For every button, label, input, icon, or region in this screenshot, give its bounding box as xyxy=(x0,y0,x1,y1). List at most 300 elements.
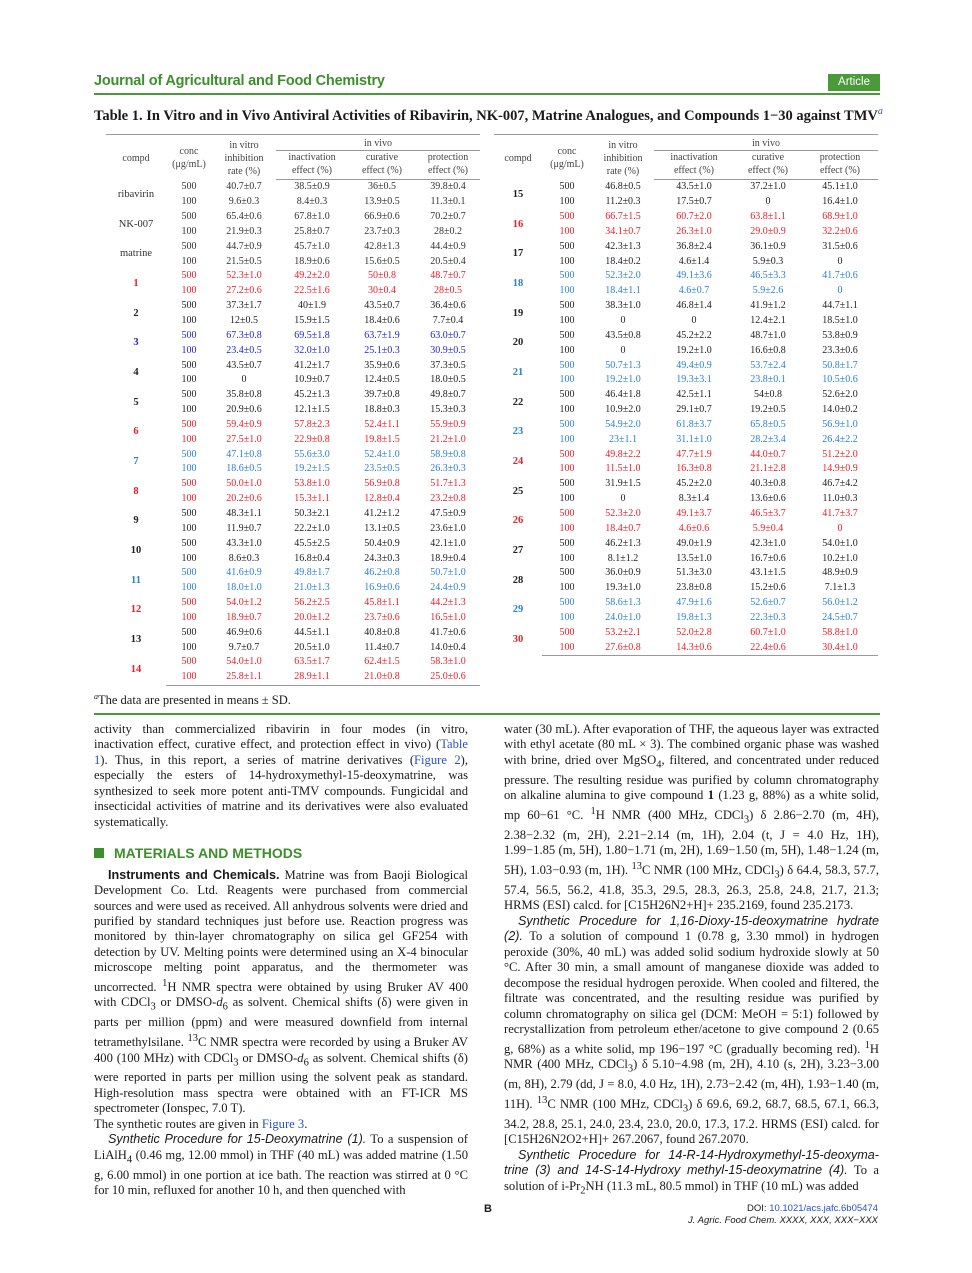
inactivation-cell: 28.9±1.1 xyxy=(276,670,348,685)
protection-cell: 18.9±0.4 xyxy=(430,552,466,564)
inactivation-cell: 63.5±1.7 xyxy=(294,656,330,668)
invitro-cell: 19.3±1.0 xyxy=(605,582,641,594)
invitro-cell: 8.6±0.3 xyxy=(228,552,260,564)
table-row xyxy=(494,284,878,299)
protection-cell: 36.4±0.6 xyxy=(430,300,466,312)
curative-cell: 46.2±0.8 xyxy=(364,567,400,579)
protection-cell: 39.8±0.4 xyxy=(430,181,466,193)
inactivation-cell: 49.0±1.9 xyxy=(676,537,712,549)
inactivation-cell: 16.8±0.4 xyxy=(294,552,330,564)
compound-label: 3 xyxy=(133,337,139,349)
curative-cell: 35.9±0.6 xyxy=(364,359,400,371)
conc-cell: 500 xyxy=(559,240,575,252)
inactivation-cell: 45.5±2.5 xyxy=(294,537,330,549)
conc-cell: 100 xyxy=(542,640,592,655)
invitro-cell: 50.0±1.0 xyxy=(226,478,262,490)
col-header-invitro: in vitro inhibition rate (%) xyxy=(592,135,654,180)
protection-cell: 18.5±1.0 xyxy=(822,315,858,327)
curative-cell: 39.7±0.8 xyxy=(364,389,400,401)
doi-link[interactable]: 10.1021/acs.jafc.6b05474 xyxy=(769,1203,878,1214)
curative-cell: 18.4±0.6 xyxy=(364,315,400,327)
inactivation-cell: 15.3±1.1 xyxy=(294,493,330,505)
compound-label: 5 xyxy=(133,396,139,408)
invitro-cell: 53.2±2.1 xyxy=(605,626,641,638)
curative-cell: 16.7±0.6 xyxy=(750,552,786,564)
curative-cell: 19.2±0.5 xyxy=(750,404,786,416)
doi-block: DOI: 10.1021/acs.jafc.6b05474 J. Agric. Food Chem. XXXX, XXX, XXX−XXX xyxy=(688,1203,878,1226)
conc-cell: 500 xyxy=(181,507,197,519)
protection-cell: 41.7±0.6 xyxy=(822,270,858,282)
conc-cell: 500 xyxy=(181,448,197,460)
conc-cell: 100 xyxy=(559,522,575,534)
table-row xyxy=(494,180,878,195)
invitro-cell: 0 xyxy=(620,344,626,356)
protection-cell: 42.1±1.0 xyxy=(430,537,466,549)
curative-cell: 23.5±0.5 xyxy=(364,463,400,475)
table-row xyxy=(494,403,878,418)
protection-cell: 28±0.2 xyxy=(434,225,462,237)
protection-cell: 54.0±1.0 xyxy=(822,537,858,549)
protection-cell: 58.9±0.8 xyxy=(430,448,466,460)
inactivation-cell: 4.6±0.6 xyxy=(678,522,710,534)
inactivation-cell: 47.9±1.6 xyxy=(676,597,712,609)
curative-cell: 12.4±0.5 xyxy=(364,374,400,386)
compound-label: 11 xyxy=(131,574,141,586)
compound-label: 21 xyxy=(512,366,524,378)
curative-cell: 36.1±0.9 xyxy=(750,240,786,252)
protection-cell: 30.9±0.5 xyxy=(430,344,466,356)
invitro-cell: 48.3±1.1 xyxy=(226,507,262,519)
table-row xyxy=(106,447,480,462)
compound-label: 25 xyxy=(512,485,524,497)
invitro-cell: 44.7±0.9 xyxy=(226,240,262,252)
compound-label: 1 xyxy=(133,277,139,289)
table-row xyxy=(494,418,878,433)
col-header-curative: curative effect (%) xyxy=(348,151,416,180)
curative-cell: 48.7±1.0 xyxy=(750,329,786,341)
protection-cell: 63.0±0.7 xyxy=(430,329,466,341)
col-header-curative: curative effect (%) xyxy=(734,151,802,180)
curative-cell: 53.7±2.4 xyxy=(750,359,786,371)
procedure-1-paragraph: Synthetic Procedure for 15-Deoxymatrine (1). To a suspension of LiAlH$_4$ (0.46 mg, 12.00 mmol) in THF (40 mL) was added matrine (1.50 g, 6.00 mmol) in one portion at ice bath. The reaction was stirred at 0 °C for 10 min, refluxed for another 10 h, and then quenched with xyxy=(94,1132,468,1198)
invitro-cell: 18.6±0.5 xyxy=(226,463,262,475)
curative-cell: 40.3±0.8 xyxy=(750,478,786,490)
curative-cell: 23.7±0.3 xyxy=(364,225,400,237)
protection-cell: 50.8±1.7 xyxy=(822,359,858,371)
results-table-left xyxy=(106,134,480,686)
invitro-cell: 52.3±1.0 xyxy=(226,270,262,282)
invitro-cell: 8.1±1.2 xyxy=(607,552,639,564)
compound-label: 18 xyxy=(512,277,524,289)
table-row xyxy=(494,388,878,403)
conc-cell: 100 xyxy=(181,404,197,416)
col-header-protection: protection effect (%) xyxy=(416,151,480,180)
compound-label: 2 xyxy=(133,307,139,319)
page-number: B xyxy=(484,1203,492,1215)
curative-cell: 41.9±1.2 xyxy=(750,300,786,312)
compound-label: 13 xyxy=(130,634,142,646)
invitro-cell: 23.4±0.5 xyxy=(226,344,262,356)
curative-cell: 43.1±1.5 xyxy=(750,567,786,579)
section-square-icon xyxy=(94,848,104,858)
protection-cell: 0 xyxy=(837,255,843,267)
conc-cell: 500 xyxy=(181,300,197,312)
body-column-right xyxy=(504,722,879,1199)
curative-cell: 22.3±0.3 xyxy=(750,611,786,623)
table-row xyxy=(494,373,878,388)
protection-cell: 28±0.5 xyxy=(434,285,462,297)
inactivation-cell: 26.3±1.0 xyxy=(676,225,712,237)
protection-cell: 44.7±1.1 xyxy=(822,300,858,312)
table-row xyxy=(494,507,878,522)
inactivation-cell: 22.5±1.6 xyxy=(294,285,330,297)
compound-label: 8 xyxy=(133,485,139,497)
table-row xyxy=(494,254,878,269)
inactivation-cell: 49.8±1.7 xyxy=(294,567,330,579)
conc-cell: 500 xyxy=(181,211,197,223)
col-header-inactivation: inactivation effect (%) xyxy=(276,151,348,180)
conc-cell: 100 xyxy=(559,374,575,386)
intro-paragraph: activity than commercialized ribavirin in four modes (in vitro, inactivation effect, curative effect, and protection effect in vivo) (Table 1). Thus, in this report, a series of matrine derivatives (Figure 2), especially the esters of 14-hydroxymethyl-15-deoxymatrine, was synthesized to seek more potent anti-TMV compounds. Fungicidal and insecticidal activities of matrine and its derivatives were also evaluated systematically. xyxy=(94,722,469,829)
inactivation-cell: 4.6±0.7 xyxy=(678,285,710,297)
curative-cell: 62.4±1.5 xyxy=(364,656,400,668)
conc-cell: 100 xyxy=(181,641,197,653)
compound-label: 30 xyxy=(512,634,524,646)
conc-cell: 100 xyxy=(559,463,575,475)
protection-cell: 30.4±1.0 xyxy=(802,640,878,655)
curative-cell: 60.7±1.0 xyxy=(750,626,786,638)
curative-cell: 24.3±0.3 xyxy=(364,552,400,564)
inactivation-cell: 45.2±1.3 xyxy=(294,389,330,401)
table-row xyxy=(106,507,480,522)
protection-cell: 44.2±1.3 xyxy=(430,597,466,609)
inactivation-cell: 56.2±2.5 xyxy=(294,597,330,609)
invitro-cell: 10.9±2.0 xyxy=(605,404,641,416)
table-row xyxy=(494,343,878,358)
invitro-cell: 40.7±0.7 xyxy=(226,181,262,193)
table-row xyxy=(494,210,878,225)
table-row xyxy=(494,610,878,625)
inactivation-cell: 8.3±1.4 xyxy=(678,493,710,505)
conc-cell: 500 xyxy=(181,626,197,638)
conc-cell: 500 xyxy=(559,329,575,341)
compound-label: 12 xyxy=(130,604,142,616)
compound-label: 14 xyxy=(130,664,142,676)
procedure-1-continued: water (30 mL). After evaporation of THF, the aqueous layer was extracted with ethyl acetate (80 mL × 3). The combined organic phase was washed with brine, dried over MgSO$_4$, filtered, and concentrated under reduced pressure. The resulting residue was purified by column chromatography on alkaline alumina to give compound 1 (1.23 g, 88%) as a white solid, mp 60−61 °C. $^1$H NMR (400 MHz, CDCl$_3$) δ 2.86−2.70 (m, 4H), 2.38−2.32 (m, 2H), 2.21−2.14 (m, 1H), 2.04 (t, J = 4.0 Hz, 1H), 1.99−1.85 (m, 5H), 1.80−1.71 (m, 2H), 1.69−1.50 (m, 5H), 1.48−1.24 (m, 5H), 1.03−0.93 (m, 1H). $^{13}$C NMR (100 MHz, CDCl$_3$) δ 64.4, 58.3, 57.7, 57.4, 56.5, 56.2, 41.8, 35.3, 29.5, 28.3, 26.3, 25.8, 24.8, 21.7, 21.3; HRMS (ESI) calcd. for [C15H26N2+H]+ 235.2169, found 235.2173. xyxy=(504,722,880,913)
inactivation-cell: 16.3±0.8 xyxy=(676,463,712,475)
compound-label: 24 xyxy=(512,456,524,468)
protection-cell: 44.4±0.9 xyxy=(430,240,466,252)
inactivation-cell: 42.5±1.1 xyxy=(676,389,712,401)
table-row xyxy=(494,625,878,640)
journal-name[interactable]: Journal of Agricultural and Food Chemistry xyxy=(94,73,385,89)
protection-cell: 52.6±2.0 xyxy=(822,389,858,401)
invitro-cell: 46.2±1.3 xyxy=(605,537,641,549)
compound-label: 7 xyxy=(133,456,139,468)
conc-cell: 500 xyxy=(181,567,197,579)
conc-cell: 100 xyxy=(559,493,575,505)
section-heading-materials-methods: MATERIALS AND METHODS xyxy=(94,846,468,861)
curative-cell: 52.6±0.7 xyxy=(750,597,786,609)
curative-cell: 37.2±1.0 xyxy=(750,181,786,193)
curative-cell: 28.2±3.4 xyxy=(750,433,786,445)
protection-cell: 48.7±0.7 xyxy=(430,270,466,282)
protection-cell: 58.8±1.0 xyxy=(822,626,858,638)
conc-cell: 100 xyxy=(559,582,575,594)
invitro-cell: 41.6±0.9 xyxy=(226,567,262,579)
table-row xyxy=(494,314,878,329)
invitro-cell: 27.2±0.6 xyxy=(226,285,262,297)
table-row xyxy=(494,269,878,284)
compound-label: 6 xyxy=(133,426,139,438)
inactivation-cell: 44.5±1.1 xyxy=(294,626,330,638)
curative-cell: 43.5±0.7 xyxy=(364,300,400,312)
conc-cell: 500 xyxy=(559,507,575,519)
inactivation-cell: 14.3±0.6 xyxy=(654,640,734,655)
curative-cell: 23.7±0.6 xyxy=(364,611,400,623)
conc-cell: 100 xyxy=(559,225,575,237)
curative-cell: 44.0±0.7 xyxy=(750,448,786,460)
figure-2-link[interactable]: Figure 2 xyxy=(414,752,461,767)
table-row xyxy=(106,358,480,373)
conc-cell: 500 xyxy=(181,418,197,430)
table-row xyxy=(106,180,480,195)
conc-cell: 500 xyxy=(181,240,197,252)
inactivation-cell: 4.6±1.4 xyxy=(678,255,710,267)
curative-cell: 5.9±0.3 xyxy=(752,255,784,267)
article-type-badge: Article xyxy=(828,74,880,91)
protection-cell: 56.0±1.2 xyxy=(822,597,858,609)
footnote-text: The data are presented in means ± SD. xyxy=(98,693,291,708)
invitro-cell: 54.9±2.0 xyxy=(605,418,641,430)
curative-cell: 42.8±1.3 xyxy=(364,240,400,252)
table-row xyxy=(106,625,480,640)
invitro-cell: 52.3±2.0 xyxy=(605,270,641,282)
inactivation-cell: 45.2±2.0 xyxy=(676,478,712,490)
conc-cell: 500 xyxy=(559,537,575,549)
inactivation-cell: 41.2±1.7 xyxy=(294,359,330,371)
curative-cell: 65.8±0.5 xyxy=(750,418,786,430)
protection-cell: 26.3±0.3 xyxy=(430,463,466,475)
conc-cell: 100 xyxy=(181,285,197,297)
invitro-cell: 54.0±1.0 xyxy=(226,656,262,668)
curative-cell: 50±0.8 xyxy=(368,270,396,282)
protection-cell: 24.4±0.9 xyxy=(430,582,466,594)
protection-cell: 50.7±1.0 xyxy=(430,567,466,579)
inactivation-cell: 55.6±3.0 xyxy=(294,448,330,460)
compound-label: 19 xyxy=(512,307,524,319)
conc-cell: 500 xyxy=(181,270,197,282)
invitro-cell: 21.5±0.5 xyxy=(226,255,262,267)
conc-cell: 500 xyxy=(559,389,575,401)
invitro-cell: 46.4±1.8 xyxy=(605,389,641,401)
protection-cell: 20.5±0.4 xyxy=(430,255,466,267)
inactivation-cell: 49.4±0.9 xyxy=(676,359,712,371)
protection-cell: 11.3±0.1 xyxy=(430,196,466,208)
inactivation-cell: 19.2±1.0 xyxy=(676,344,712,356)
inactivation-cell: 46.8±1.4 xyxy=(676,300,712,312)
inactivation-cell: 22.2±1.0 xyxy=(294,522,330,534)
journal-header xyxy=(94,73,880,95)
table-row xyxy=(494,521,878,536)
conc-cell: 100 xyxy=(559,255,575,267)
table-row xyxy=(494,432,878,447)
conc-cell: 100 xyxy=(559,315,575,327)
compound-label: 20 xyxy=(512,337,524,349)
compound-label: NK-007 xyxy=(118,218,154,230)
conc-cell: 500 xyxy=(559,597,575,609)
protection-cell: 11.0±0.3 xyxy=(822,493,858,505)
inactivation-cell: 61.8±3.7 xyxy=(676,418,712,430)
curative-cell: 18.8±0.3 xyxy=(364,404,400,416)
curative-cell: 13.1±0.5 xyxy=(364,522,400,534)
conc-cell: 500 xyxy=(181,478,197,490)
inactivation-cell: 32.0±1.0 xyxy=(294,344,330,356)
conc-cell: 500 xyxy=(559,418,575,430)
inactivation-cell: 50.3±2.1 xyxy=(294,507,330,519)
curative-cell: 54±0.8 xyxy=(754,389,782,401)
invitro-cell: 19.2±1.0 xyxy=(605,374,641,386)
curative-cell: 0 xyxy=(765,196,771,208)
table-footnote xyxy=(94,692,291,708)
protection-cell: 47.5±0.9 xyxy=(430,507,466,519)
col-header-invivo: in vivo xyxy=(654,135,878,151)
curative-cell: 5.9±2.6 xyxy=(752,285,784,297)
curative-cell: 16.6±0.8 xyxy=(750,344,786,356)
invitro-cell: 9.6±0.3 xyxy=(228,196,260,208)
col-header-conc: conc (μg/mL) xyxy=(166,135,212,180)
conc-cell: 100 xyxy=(559,552,575,564)
invitro-cell: 66.7±1.5 xyxy=(605,211,641,223)
protection-cell: 0 xyxy=(837,522,843,534)
col-header-compd: compd xyxy=(494,135,542,180)
conc-cell: 500 xyxy=(559,567,575,579)
invitro-cell: 24.0±1.0 xyxy=(605,611,641,623)
conc-cell: 100 xyxy=(181,344,197,356)
curative-cell: 42.3±1.0 xyxy=(750,537,786,549)
conc-cell: 500 xyxy=(559,300,575,312)
table-footnote-link[interactable]: a xyxy=(877,106,883,117)
invitro-cell: 12±0.5 xyxy=(230,315,258,327)
inactivation-cell: 20.0±1.2 xyxy=(294,611,330,623)
compound-label: 10 xyxy=(130,545,142,557)
inactivation-cell: 47.7±1.9 xyxy=(676,448,712,460)
invitro-cell: 11.2±0.3 xyxy=(605,196,641,208)
table-1-link[interactable]: Table 1 xyxy=(94,737,468,767)
protection-cell: 21.2±1.0 xyxy=(430,433,466,445)
inactivation-cell: 23.8±0.8 xyxy=(676,582,712,594)
table-row xyxy=(494,462,878,477)
conc-cell: 100 xyxy=(181,225,197,237)
invitro-cell: 18.0±1.0 xyxy=(226,582,262,594)
inactivation-cell: 17.5±0.7 xyxy=(676,196,712,208)
curative-cell: 25.1±0.3 xyxy=(364,344,400,356)
inactivation-cell: 0 xyxy=(691,315,697,327)
compound-label: 16 xyxy=(512,218,524,230)
table-row xyxy=(494,358,878,373)
compound-label: 23 xyxy=(512,426,524,438)
table-row xyxy=(494,225,878,240)
invitro-cell: 50.7±1.3 xyxy=(605,359,641,371)
curative-cell: 63.7±1.9 xyxy=(364,329,400,341)
inactivation-cell: 13.5±1.0 xyxy=(676,552,712,564)
table-row xyxy=(494,581,878,596)
conc-cell: 100 xyxy=(181,493,197,505)
protection-cell: 14.0±0.4 xyxy=(430,641,466,653)
table-row xyxy=(494,239,878,254)
protection-cell: 58.3±1.0 xyxy=(430,656,466,668)
invitro-cell: 27.5±1.0 xyxy=(226,433,262,445)
conc-cell: 100 xyxy=(181,374,197,386)
curative-cell: 63.8±1.1 xyxy=(750,211,786,223)
curative-cell: 15.2±0.6 xyxy=(750,582,786,594)
conc-cell: 100 xyxy=(559,404,575,416)
compound-label: ribavirin xyxy=(117,188,155,200)
curative-cell: 41.2±1.2 xyxy=(364,507,400,519)
curative-cell: 52.4±1.1 xyxy=(364,418,400,430)
protection-cell: 70.2±0.7 xyxy=(430,211,466,223)
table-row xyxy=(106,328,480,343)
conc-cell: 500 xyxy=(181,329,197,341)
conc-cell: 500 xyxy=(181,656,197,668)
curative-cell: 21.0±0.8 xyxy=(348,670,416,685)
curative-cell: 50.4±0.9 xyxy=(364,537,400,549)
protection-cell: 68.9±1.0 xyxy=(822,211,858,223)
invitro-cell: 59.4±0.9 xyxy=(226,418,262,430)
conc-cell: 500 xyxy=(181,181,197,193)
curative-cell: 40.8±0.8 xyxy=(364,626,400,638)
invitro-cell: 49.8±2.2 xyxy=(605,448,641,460)
table-row xyxy=(106,388,480,403)
inactivation-cell: 45.2±2.2 xyxy=(676,329,712,341)
inactivation-cell: 49.1±3.6 xyxy=(676,270,712,282)
inactivation-cell: 40±1.9 xyxy=(298,300,326,312)
curative-cell: 23.8±0.1 xyxy=(750,374,786,386)
invitro-cell: 65.4±0.6 xyxy=(226,211,262,223)
protection-cell: 51.7±1.3 xyxy=(430,478,466,490)
table-row xyxy=(106,655,480,670)
protection-cell: 7.1±1.3 xyxy=(824,582,856,594)
invitro-cell: 0 xyxy=(620,315,626,327)
protection-cell: 18.0±0.5 xyxy=(430,374,466,386)
inactivation-cell: 52.0±2.8 xyxy=(676,626,712,638)
inactivation-cell: 21.0±1.3 xyxy=(294,582,330,594)
invitro-cell: 18.4±1.1 xyxy=(605,285,641,297)
table-row xyxy=(494,551,878,566)
inactivation-cell: 22.9±0.8 xyxy=(294,433,330,445)
curative-cell: 5.9±0.4 xyxy=(752,522,784,534)
table-row xyxy=(494,477,878,492)
curative-cell: 46.5±3.7 xyxy=(750,507,786,519)
inactivation-cell: 49.1±3.7 xyxy=(676,507,712,519)
invitro-cell: 18.4±0.7 xyxy=(605,522,641,534)
inactivation-cell: 15.9±1.5 xyxy=(294,315,330,327)
conc-cell: 100 xyxy=(559,344,575,356)
results-table-right xyxy=(494,134,878,656)
inactivation-cell: 10.9±0.7 xyxy=(294,374,330,386)
figure-3-link[interactable]: Figure 3 xyxy=(261,1116,305,1131)
curative-cell: 19.8±1.5 xyxy=(364,433,400,445)
invitro-cell: 31.9±1.5 xyxy=(605,478,641,490)
table-row xyxy=(106,418,480,433)
conc-cell: 100 xyxy=(559,611,575,623)
invitro-cell: 43.5±0.7 xyxy=(226,359,262,371)
inactivation-cell: 31.1±1.0 xyxy=(676,433,712,445)
conc-cell: 100 xyxy=(559,433,575,445)
instruments-paragraph: Instruments and Chemicals. Matrine was from Baoji Biological Development Co. Ltd. Reagents were purchased from commercial sources and were used as received. All anhydrous solvents were dried and purified by standard techniques just before use. Reaction progress was monitored by thin-layer chromatography on silica gel GF254 with detection by UV. Melting points were determined using an X-4 binocular microscope melting point apparatus, and the thermometer was uncorrected. $^1$H NMR spectra were obtained by using Bruker AV 400 with CDCl$_3$ or DMSO-$d_6$ as solvent. Chemical shifts (δ) were given in parts per million (ppm) and were measured downfield from internal tetramethylsilane. $^{13}$C NMR spectra were recorded by using a Bruker AV 400 (100 MHz) with CDCl$_3$ or DMSO-$d_6$ as solvent. Chemical shifts (δ) were reported in parts per million using the solvent peak as standard. High-resolution mass spectra were obtained with an FT-ICR MS spectrometer (Ionspec, 7.0 T). xyxy=(94,867,468,1116)
curative-cell: 30±0.4 xyxy=(368,285,396,297)
invitro-cell: 0 xyxy=(620,493,626,505)
